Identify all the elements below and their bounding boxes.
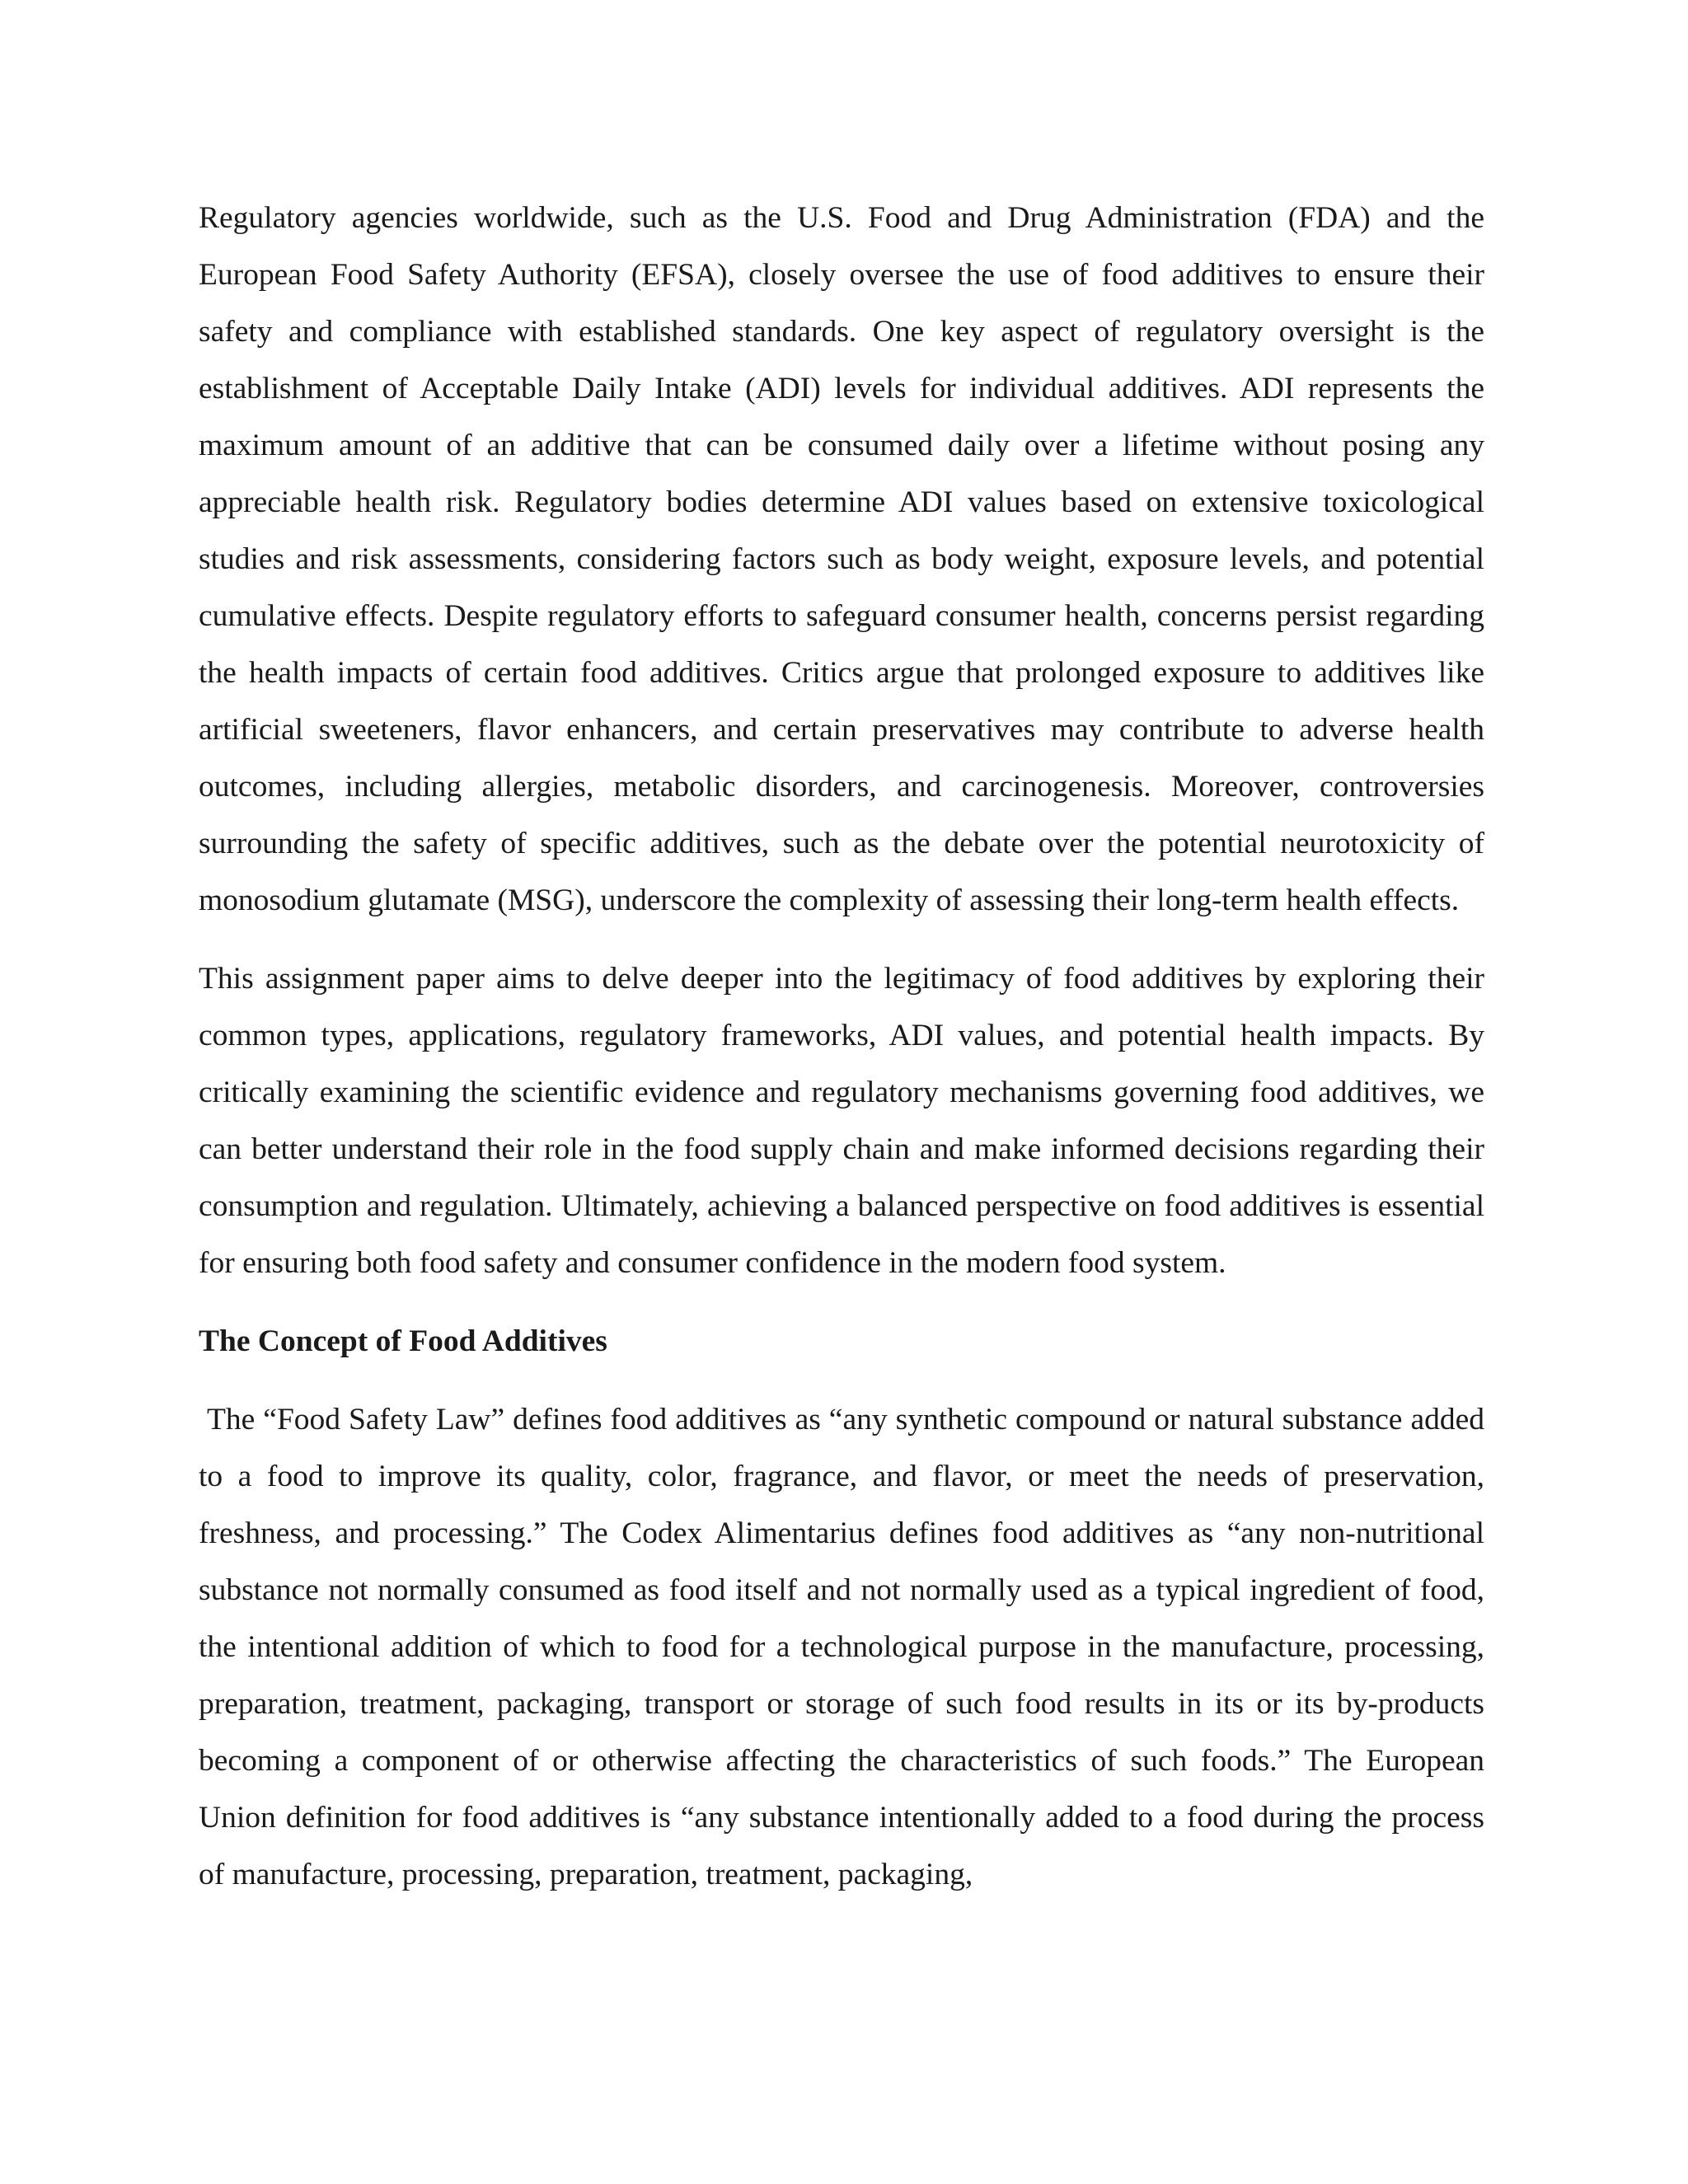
paragraph-assignment-aims: This assignment paper aims to delve deeper into the legitimacy of food additives by exploring their common types, applications, regulatory frameworks, ADI values, and potential health impacts. By critically examining the scientific evidence and regulatory mechanisms governing food additives, we can better understand their role in the food supply chain and make informed decisions regarding their consumption and regulation. Ultimately, achieving a balanced perspective on food additives is essential for ensuring both food safety and consumer confidence in the modern food system. <box>199 962 1484 1280</box>
paragraph-concept-definitions: The “Food Safety Law” defines food additives as “any synthetic compound or natural substance added to a food to improve its quality, color, fragrance, and flavor, or meet the needs of preservation, freshness, and processing.” The Codex Alimentarius defines food additives as “any non-nutritional substance not normally consumed as food itself and not normally used as a typical ingredient of food, the intentional addition of which to food for a technological purpose in the manufacture, processing, preparation, treatment, packaging, transport or storage of such food results in its or its by-products becoming a component of or otherwise affecting the characteristics of such foods.” The European Union definition for food additives is “any substance intentionally added to a food during the process of manufacture, processing, preparation, treatment, packaging, <box>199 1403 1484 1891</box>
paragraph-regulatory-oversight: Regulatory agencies worldwide, such as the U.S. Food and Drug Administration (FDA) and the European Food Safety Authority (EFSA), closely oversee the use of food additives to ensure their safety and compliance with established standards. One key aspect of regulatory oversight is the establishment of Acceptable Daily Intake (ADI) levels for individual additives. ADI represents the maximum amount of an additive that can be consumed daily over a lifetime without posing any appreciable health risk. Regulatory bodies determine ADI values based on extensive toxicological studies and risk assessments, considering factors such as body weight, exposure levels, and potential cumulative effects. Despite regulatory efforts to safeguard consumer health, concerns persist regarding the health impacts of certain food additives. Critics argue that prolonged exposure to additives like artificial sweeteners, flavor enhancers, and certain preservatives may contribute to adverse health outcomes, including allergies, metabolic disorders, and carcinogenesis. Moreover, controversies surrounding the safety of specific additives, such as the debate over the potential neurotoxicity of monosodium glutamate (MSG), underscore the complexity of assessing their long-term health effects. <box>199 201 1484 917</box>
section-heading: The Concept of Food Additives <box>199 1324 607 1358</box>
document-body <box>199 190 1484 1903</box>
